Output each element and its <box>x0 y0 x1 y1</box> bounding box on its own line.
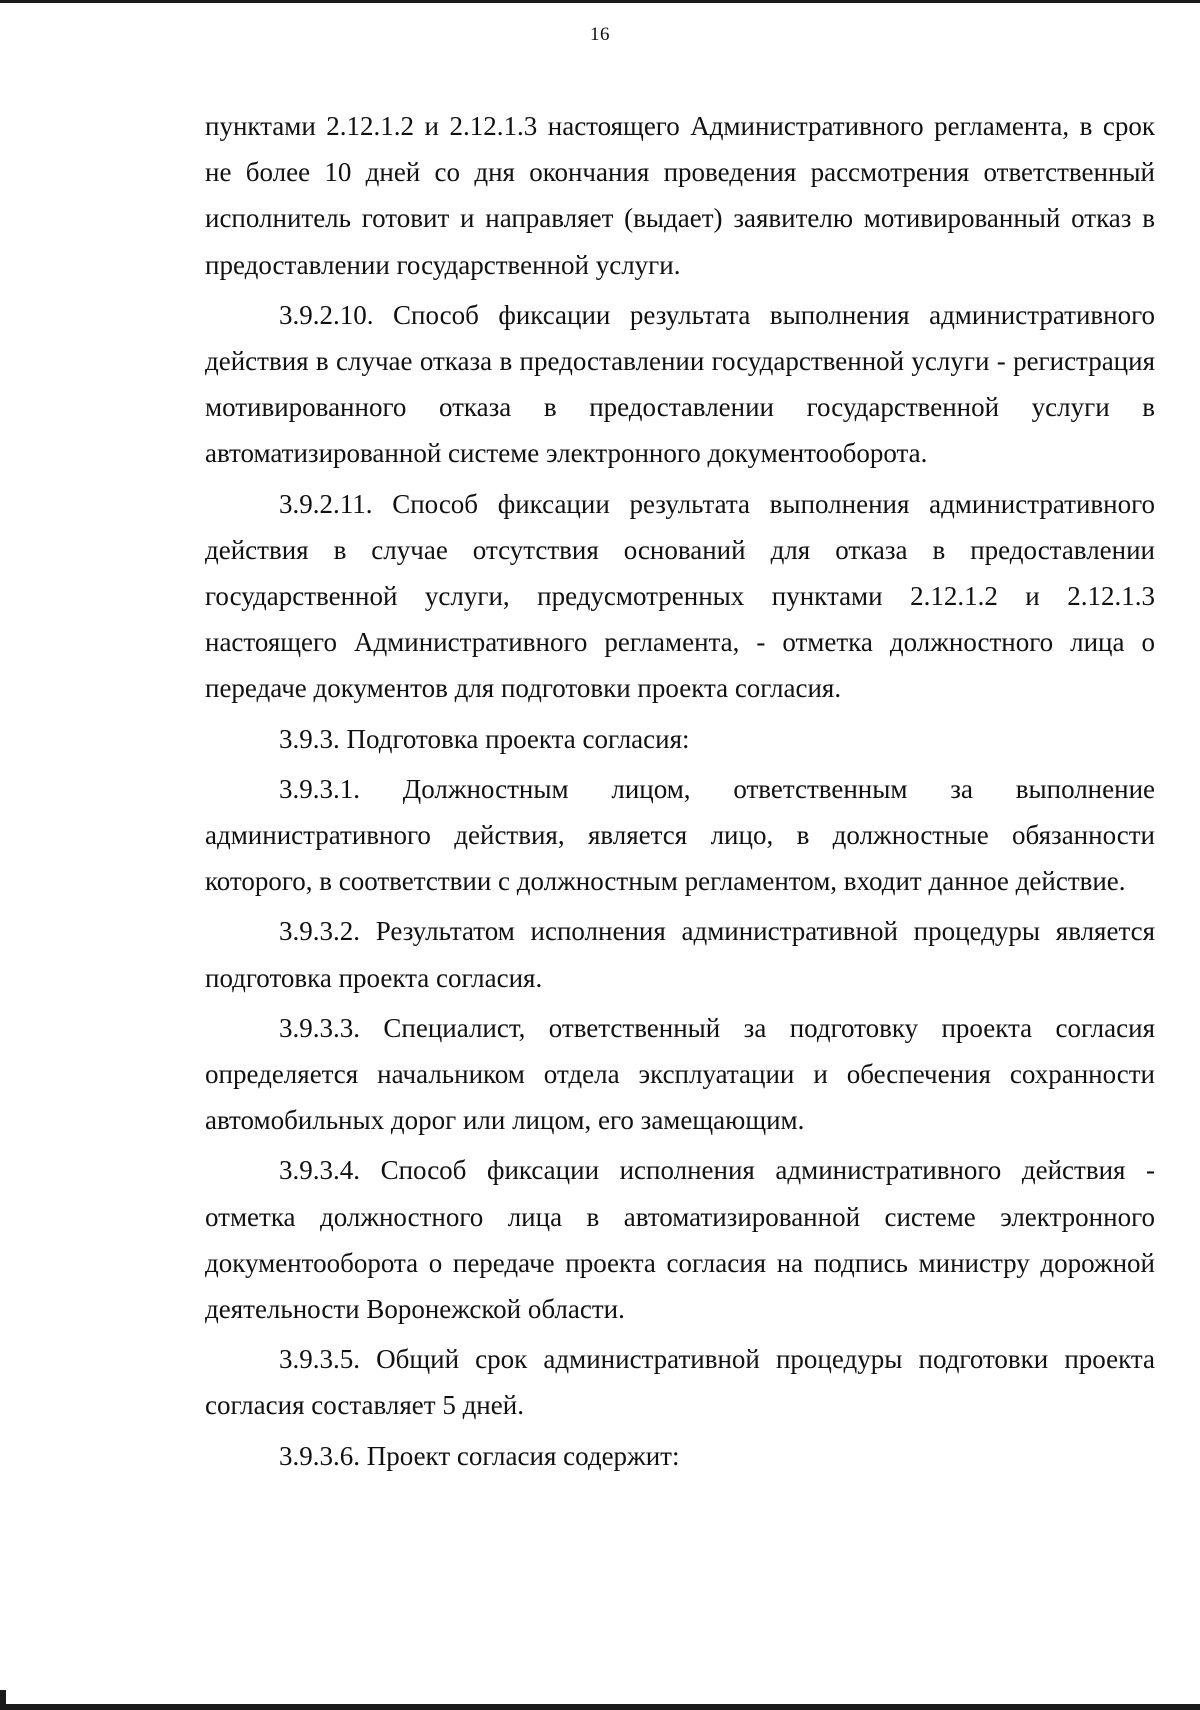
paragraph-3-9-3-6: 3.9.3.6. Проект согласия содержит: <box>279 1440 680 1471</box>
paragraph-3-9-3-2: 3.9.3.2. Результатом исполнения административной процедуры является подготовка проекта согласия. <box>205 916 1155 993</box>
document-body <box>205 103 1155 1483</box>
paragraph-3-9-3-1: 3.9.3.1. Должностным лицом, ответственным за выполнение административного действия, является лицо, в должностные обязанности которого, в соответствии с должностным регламентом, входит данное действие. <box>205 773 1155 897</box>
paragraph-3-9-2-11: 3.9.2.11. Способ фиксации результата выполнения административного действия в случае отсутствия оснований для отказа в предоставлении государственной услуги, предусмотренных пунктами 2.12.1.2 и 2.12.1.3 настоящего Административного регламента, - отметка должностного лица о передаче документов для подготовки проекта согласия. <box>205 488 1155 704</box>
scan-border-bottom <box>0 1704 1200 1710</box>
section-heading-3-9-3: 3.9.3. Подготовка проекта согласия: <box>279 723 690 754</box>
paragraph-3-9-3-3: 3.9.3.3. Специалист, ответственный за подготовку проекта согласия определяется начальником отдела эксплуатации и обеспечения сохранности автомобильных дорог или лицом, его замещающим. <box>205 1012 1155 1136</box>
paragraph-3-9-3-4: 3.9.3.4. Способ фиксации исполнения административного действия - отметка должностного лица в автоматизированной системе электронного документооборота о передаче проекта согласия на подпись министру дорожной деятельности Воронежской области. <box>205 1155 1155 1325</box>
paragraph-3-9-3-5: 3.9.3.5. Общий срок административной процедуры подготовки проекта согласия составляет 5 дней. <box>205 1344 1155 1421</box>
page-number: 16 <box>590 24 610 45</box>
scan-border-top <box>0 0 1200 3</box>
paragraph-3-9-2-10: 3.9.2.10. Способ фиксации результата выполнения административного действия в случае отказа в предоставлении государственной услуги - регистрация мотивированного отказа в предоставлении государственной услуги в автоматизированной системе электронного документооборота. <box>205 299 1155 469</box>
paragraph-continuation: пунктами 2.12.1.2 и 2.12.1.3 настоящего Административного регламента, в срок не более 10 дней со дня окончания проведения рассмотрения ответственный исполнитель готовит и направляет (выдает) заявителю мотивированный отказ в предоставлении государственной услуги. <box>205 111 1155 280</box>
